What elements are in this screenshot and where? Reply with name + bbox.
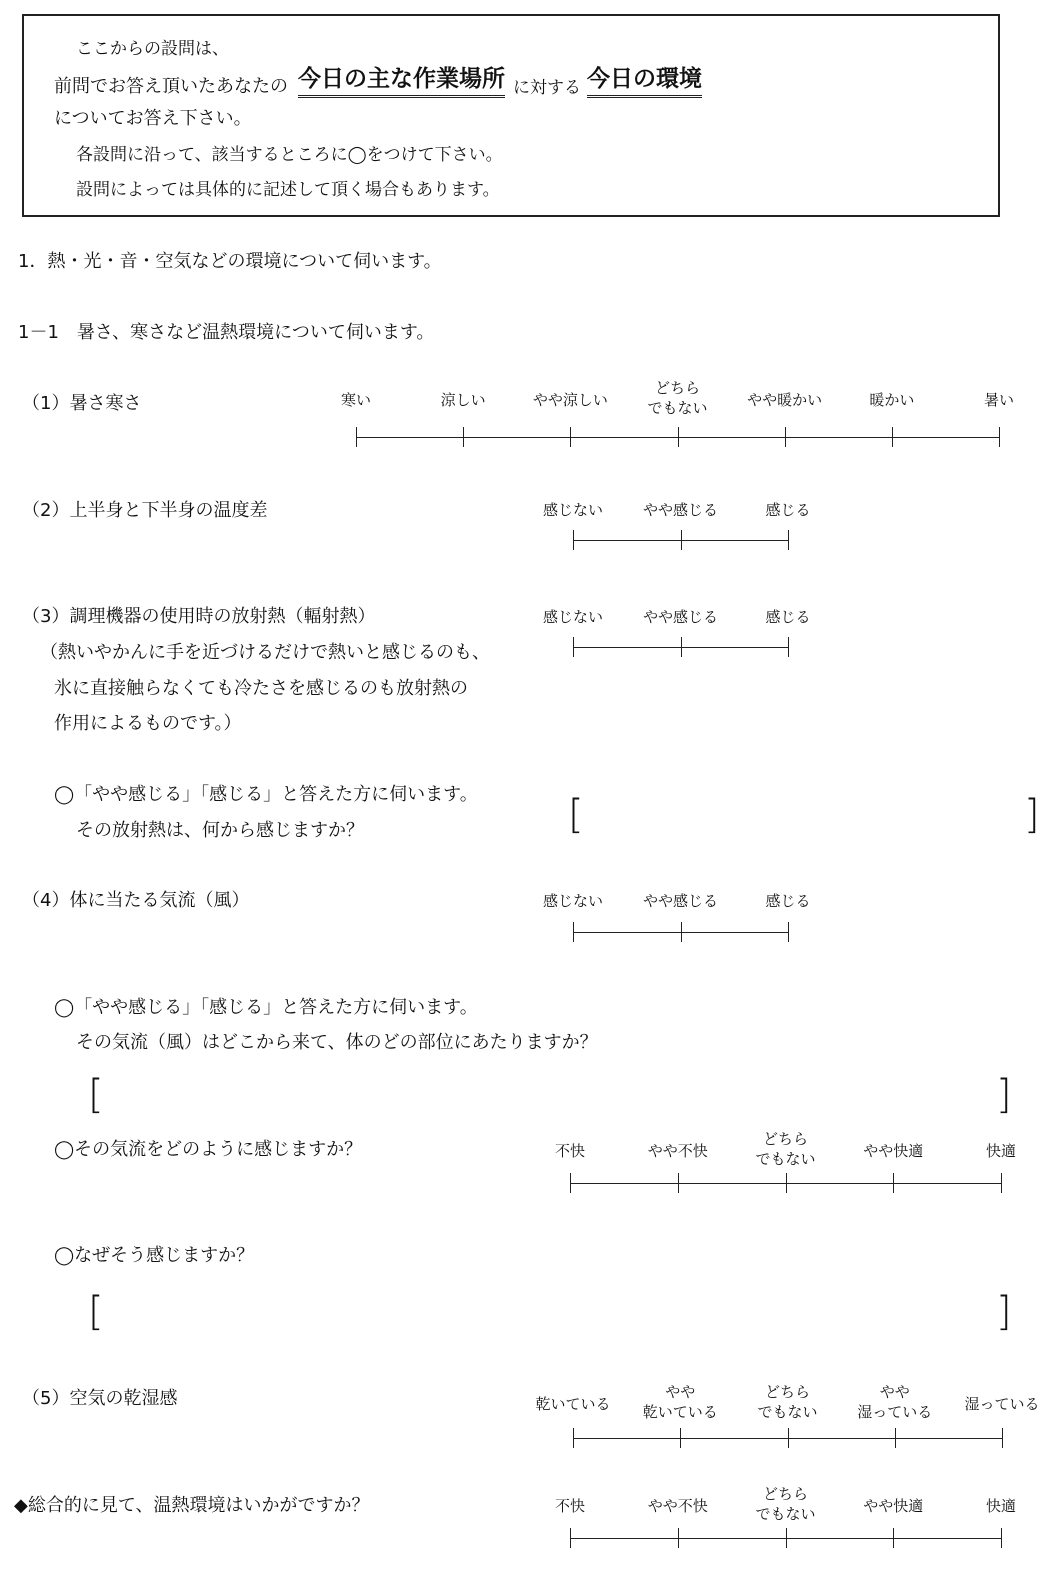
q4-feel-tick-2[interactable]: [678, 1173, 679, 1193]
q1-option-4: どちら でもない: [647, 379, 708, 417]
intro-line3: についてお答え下さい。: [54, 108, 252, 129]
q3-answer-field[interactable]: [585, 800, 1025, 836]
q5-label: （5）空気の乾湿感: [22, 1388, 178, 1409]
q2-option-2: やや感じる: [642, 501, 719, 519]
q1-tick-6[interactable]: [892, 427, 893, 447]
q4-why-bracket-open: [: [88, 1289, 104, 1335]
q1-tick-1[interactable]: [356, 427, 357, 447]
q5-option-2: やや 乾いている: [642, 1383, 718, 1421]
q3-note1: （熱いやかんに手を近づけるだけで熱いと感じるのも、: [40, 642, 490, 663]
q4-option-2: やや感じる: [642, 892, 719, 910]
q1-option-2: 涼しい: [440, 391, 486, 409]
q1-tick-3[interactable]: [570, 427, 571, 447]
q5-option-4: やや 湿っている: [857, 1383, 933, 1421]
q5-tick-1[interactable]: [573, 1428, 574, 1448]
q4-tick-2[interactable]: [681, 922, 682, 942]
q1-option-3: やや涼しい: [532, 391, 608, 409]
q1-option-5: やや暖かい: [747, 391, 823, 409]
q4-answer-bracket-close: ]: [996, 1072, 1012, 1118]
q2-tick-1[interactable]: [573, 530, 574, 550]
q4-follow1: ◯「やや感じる」「感じる」と答えた方に伺います。: [54, 997, 478, 1018]
overall-option-2: やや不快: [647, 1497, 708, 1515]
overall-tick-2[interactable]: [678, 1528, 679, 1548]
q3-follow1: ◯「やや感じる」「感じる」と答えた方に伺います。: [54, 784, 478, 805]
q5-option-1: 乾いている: [535, 1395, 611, 1413]
overall-option-3: どちら でもない: [755, 1485, 816, 1523]
overall-option-1: 不快: [554, 1497, 586, 1515]
q4-feel-option-4: やや快適: [863, 1142, 924, 1160]
q3-option-3: 感じる: [765, 608, 811, 626]
intro-line5: 設問によっては具体的に記述して頂く場合もあります。: [76, 180, 500, 200]
q3-label: （3）調理機器の使用時の放射熱（輻射熱）: [22, 606, 376, 627]
subsection-title: 1－1 暑さ、寒さなど温熱環境について伺います。: [18, 322, 435, 343]
overall-option-4: やや快適: [863, 1497, 924, 1515]
q4-answer-field[interactable]: [104, 1080, 994, 1116]
q1-label: （1）暑さ寒さ: [22, 393, 142, 414]
q5-option-5: 湿っている: [964, 1395, 1040, 1413]
q3-tick-3[interactable]: [788, 637, 789, 657]
q4-feel-option-5: 快適: [985, 1142, 1017, 1160]
q1-tick-5[interactable]: [785, 427, 786, 447]
q4-feel-tick-4[interactable]: [893, 1173, 894, 1193]
q1-tick-2[interactable]: [463, 427, 464, 447]
section-title: 1．熱・光・音・空気などの環境について伺います。: [18, 251, 442, 272]
q3-note3: 作用によるものです。）: [54, 713, 242, 734]
q3-answer-bracket-open: [: [568, 792, 584, 838]
q4-feel-tick-5[interactable]: [1001, 1173, 1002, 1193]
intro-line2-a: 前問でお答え頂いたあなたの: [54, 76, 288, 97]
q4-feel-option-1: 不快: [554, 1142, 586, 1160]
q3-option-1: 感じない: [542, 608, 604, 626]
q5-tick-3[interactable]: [788, 1428, 789, 1448]
q4-tick-1[interactable]: [573, 922, 574, 942]
q5-tick-2[interactable]: [680, 1428, 681, 1448]
q4-feel-option-2: やや不快: [647, 1142, 708, 1160]
q3-answer-bracket-close: ]: [1024, 792, 1040, 838]
intro-emphasis-environment: 今日の環境: [587, 60, 702, 98]
q4-feel-tick-3[interactable]: [786, 1173, 787, 1193]
q5-tick-5[interactable]: [1002, 1428, 1003, 1448]
q4-follow2: その気流（風）はどこから来て、体のどの部位にあたりますか？: [76, 1032, 598, 1053]
q4-option-3: 感じる: [765, 892, 811, 910]
q1-tick-7[interactable]: [999, 427, 1000, 447]
q4-why-bracket-close: ]: [996, 1289, 1012, 1335]
q3-tick-2[interactable]: [681, 637, 682, 657]
q4-feel-tick-1[interactable]: [570, 1173, 571, 1193]
q1-tick-4[interactable]: [678, 427, 679, 447]
overall-tick-3[interactable]: [786, 1528, 787, 1548]
intro-line2-c: に対する: [513, 78, 581, 98]
overall-tick-5[interactable]: [1001, 1528, 1002, 1548]
q1-option-7: 暑い: [983, 391, 1015, 409]
q3-note2: 氷に直接触らなくても冷たさを感じるのも放射熱の: [54, 678, 468, 699]
q2-option-1: 感じない: [542, 501, 604, 519]
q2-option-3: 感じる: [765, 501, 811, 519]
q5-option-3: どちら でもない: [757, 1383, 818, 1421]
intro-emphasis-workplace: 今日の主な作業場所: [298, 60, 505, 98]
intro-line1: ここからの設問は、: [76, 39, 229, 59]
q4-why-field[interactable]: [104, 1290, 994, 1350]
q2-tick-2[interactable]: [681, 530, 682, 550]
q3-follow2: その放射熱は、何から感じますか？: [76, 820, 364, 841]
overall-label: ◆総合的に見て、温熱環境はいかがですか？: [14, 1495, 370, 1516]
q3-tick-1[interactable]: [573, 637, 574, 657]
q1-option-1: 寒い: [340, 391, 372, 409]
intro-line2: [54, 60, 702, 98]
q4-answer-bracket-open: [: [88, 1072, 104, 1118]
q4-feel-option-3: どちら でもない: [755, 1130, 816, 1168]
q1-option-6: 暖かい: [869, 391, 915, 409]
q5-tick-4[interactable]: [895, 1428, 896, 1448]
q4-tick-3[interactable]: [788, 922, 789, 942]
q3-option-2: やや感じる: [642, 608, 719, 626]
overall-tick-4[interactable]: [893, 1528, 894, 1548]
q4-option-1: 感じない: [542, 892, 604, 910]
q2-tick-3[interactable]: [788, 530, 789, 550]
q4-why-question: ◯なぜそう感じますか？: [54, 1245, 255, 1266]
q2-label: （2）上半身と下半身の温度差: [22, 500, 268, 521]
q4-label: （4）体に当たる気流（風）: [22, 890, 250, 911]
intro-line4: 各設問に沿って、該当するところに◯をつけて下さい。: [76, 145, 503, 165]
overall-option-5: 快適: [985, 1497, 1017, 1515]
q4-feel-question: ◯その気流をどのように感じますか？: [54, 1139, 363, 1160]
overall-tick-1[interactable]: [570, 1528, 571, 1548]
